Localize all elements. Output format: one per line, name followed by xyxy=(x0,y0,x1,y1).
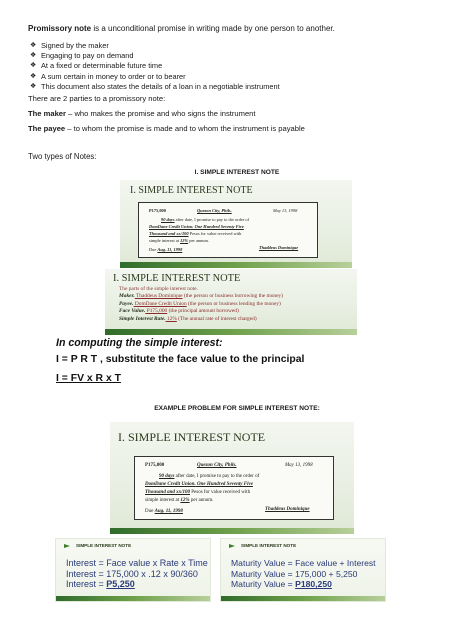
part-note: (the person or business lending the money) xyxy=(186,300,281,307)
maker-term: The maker xyxy=(28,109,66,118)
note-text: after date, I promise to pay to the order of xyxy=(174,217,250,222)
maturity-line xyxy=(231,579,376,590)
payee-definition xyxy=(28,124,305,133)
card-title: I. SIMPLE INTEREST NOTE xyxy=(113,273,241,284)
bullet-text: This document also states the details of a loan in a negotiable instrument xyxy=(41,81,280,91)
card-accent-strip xyxy=(221,596,385,601)
card-accent-strip xyxy=(56,596,210,601)
example-heading: EXAMPLE PROBLEM FOR SIMPLE INTEREST NOTE: xyxy=(154,405,320,412)
simple-interest-note-card xyxy=(120,180,352,268)
note-payee: DomDane Credit Union. xyxy=(149,224,194,229)
note-term: 90 days xyxy=(159,474,175,479)
part-value: DomDane Credit Union xyxy=(133,300,187,307)
part-key: Payee. xyxy=(119,300,134,307)
part-note: (the principal amount borrowed) xyxy=(167,308,239,315)
maturity-line: Maturity Value = 175,000 + 5,250 xyxy=(231,568,358,579)
part-key: Face Value. xyxy=(119,308,146,315)
bullet-text: Engaging to pay on demand xyxy=(41,51,134,61)
part-value: P175,000 xyxy=(145,308,168,315)
card-head-text: SIMPLE INTEREST NOTE xyxy=(76,543,132,548)
note-words2: Thousand and xx/100 xyxy=(149,231,189,236)
computing-heading: In computing the simple interest: xyxy=(56,337,223,349)
diamond-bullet-icon: ❖ xyxy=(30,82,37,90)
maturity-label: Maturity Value = xyxy=(231,579,296,590)
intro-paragraph xyxy=(28,24,458,33)
maker-text: – who makes the promise and who signs the instrument xyxy=(66,109,256,118)
note-date: May 13, 1998 xyxy=(273,208,298,213)
interest-label: Interest = xyxy=(66,579,107,590)
card-head xyxy=(64,543,131,548)
list-item xyxy=(30,72,280,82)
diamond-bullet-icon: ❖ xyxy=(30,42,37,49)
green-arrow-icon xyxy=(64,544,70,548)
note-rate: 12% xyxy=(180,498,190,503)
note-due-label: Due xyxy=(145,509,155,514)
card-title: I. SIMPLE INTEREST NOTE xyxy=(118,430,266,444)
note-amount: P175,000 xyxy=(149,208,166,213)
maturity-computation-card xyxy=(220,538,386,602)
note-payee: DomDane Credit Union. xyxy=(145,482,196,487)
interest-line: Interest = 175,000 x .12 x 90/360 xyxy=(66,568,198,579)
card-head-text: SIMPLE INTEREST NOTE xyxy=(241,543,297,548)
maturity-result: P180,250 xyxy=(295,579,332,590)
intro-term: Promissory note xyxy=(28,24,92,33)
maker-definition xyxy=(28,109,256,118)
part-note: (the person or business borrowing the money) xyxy=(182,293,284,300)
note-text3: simple interest at xyxy=(149,238,181,243)
bullet-text: Signed by the maker xyxy=(41,41,109,50)
green-arrow-icon xyxy=(229,544,235,548)
note-text: after date, I promise to pay to the order of xyxy=(174,474,260,479)
bullet-list xyxy=(30,41,280,92)
formula-fvrt: I = FV x R x T xyxy=(56,373,121,384)
note-place: Quezon City, Phils. xyxy=(197,208,232,213)
example-note-card xyxy=(110,422,354,534)
diamond-bullet-icon: ❖ xyxy=(30,52,37,60)
intro-text: is a unconditional promise in writing made by one person to another. xyxy=(91,24,335,33)
part-key: Simple Interest Rate. xyxy=(119,315,166,322)
note-words2: Thousand and xx/100 xyxy=(145,490,191,495)
parts-subtitle: The parts of the simple interest note. xyxy=(119,286,198,292)
part-key: Maker. xyxy=(119,293,135,300)
note-due-label: Due xyxy=(149,247,158,252)
parties-intro: There are 2 parties to a promissory note: xyxy=(28,94,166,103)
note-due-date: Aug. 11, 1998 xyxy=(157,247,183,252)
interest-computation-card xyxy=(55,538,211,602)
note-words: One Hundred Seventy Five xyxy=(195,482,253,487)
note-text3: simple interest at xyxy=(145,498,181,503)
card-title: I. SIMPLE INTEREST NOTE xyxy=(130,185,253,196)
card-accent-strip xyxy=(120,262,352,268)
note-term: 90 days xyxy=(161,217,175,222)
interest-line xyxy=(66,579,208,590)
types-heading: Two types of Notes: xyxy=(28,152,97,161)
note-parts-card xyxy=(105,269,357,335)
formula-prt: I = P R T , substitute the face value to the principal xyxy=(56,354,305,365)
interest-line: Interest = Face value x Rate x Time xyxy=(66,558,208,568)
diamond-bullet-icon: ❖ xyxy=(30,72,37,80)
promissory-note-image xyxy=(138,202,318,258)
part-value: Thaddeus Dominique xyxy=(134,293,183,300)
note-date: May 13, 1998 xyxy=(285,463,313,468)
promissory-note-image xyxy=(134,456,334,520)
section-title: I. SIMPLE INTEREST NOTE xyxy=(194,169,280,176)
diamond-bullet-icon: ❖ xyxy=(30,62,37,70)
list-item xyxy=(119,308,283,315)
part-value: 12% xyxy=(165,315,177,322)
interest-result: P5,250 xyxy=(106,579,135,590)
list-item xyxy=(30,51,280,61)
card-accent-strip xyxy=(105,329,357,335)
list-item xyxy=(30,41,280,51)
note-text2: Pesos for value received with xyxy=(188,231,242,236)
note-place: Quezon City, Phils. xyxy=(197,463,237,468)
bullet-text: A sum certain in money to order or to bearer xyxy=(41,71,186,81)
note-words: One Hundred Seventy Five xyxy=(193,224,244,229)
maturity-lines xyxy=(231,558,376,590)
card-accent-strip xyxy=(110,528,354,534)
list-item xyxy=(30,61,280,71)
note-text4: per annum. xyxy=(188,238,210,243)
payee-term: The payee xyxy=(28,124,66,133)
list-item xyxy=(119,316,283,323)
list-item xyxy=(119,293,283,300)
list-item xyxy=(30,82,280,92)
note-signature: Thaddeus Dominique xyxy=(259,245,299,250)
part-note: (The annual rate of interest charged) xyxy=(176,315,257,322)
note-due-date: Aug. 11, 1998 xyxy=(154,509,183,514)
interest-lines xyxy=(66,558,208,590)
note-parts-list xyxy=(119,286,283,323)
note-text4: per annum. xyxy=(189,498,214,503)
note-text2: Pesos for value received with xyxy=(190,490,251,495)
note-amount: P175,000 xyxy=(145,463,165,468)
maturity-line: Maturity Value = Face value + Interest xyxy=(231,558,376,568)
bullet-text: At a fixed or determinable future time xyxy=(41,61,163,71)
note-signature: Thaddeus Dominique xyxy=(265,507,310,512)
card-head xyxy=(229,543,296,548)
note-rate: 12% xyxy=(180,238,189,243)
payee-text: – to whom the promise is made and to whom the instrument is payable xyxy=(65,124,305,133)
